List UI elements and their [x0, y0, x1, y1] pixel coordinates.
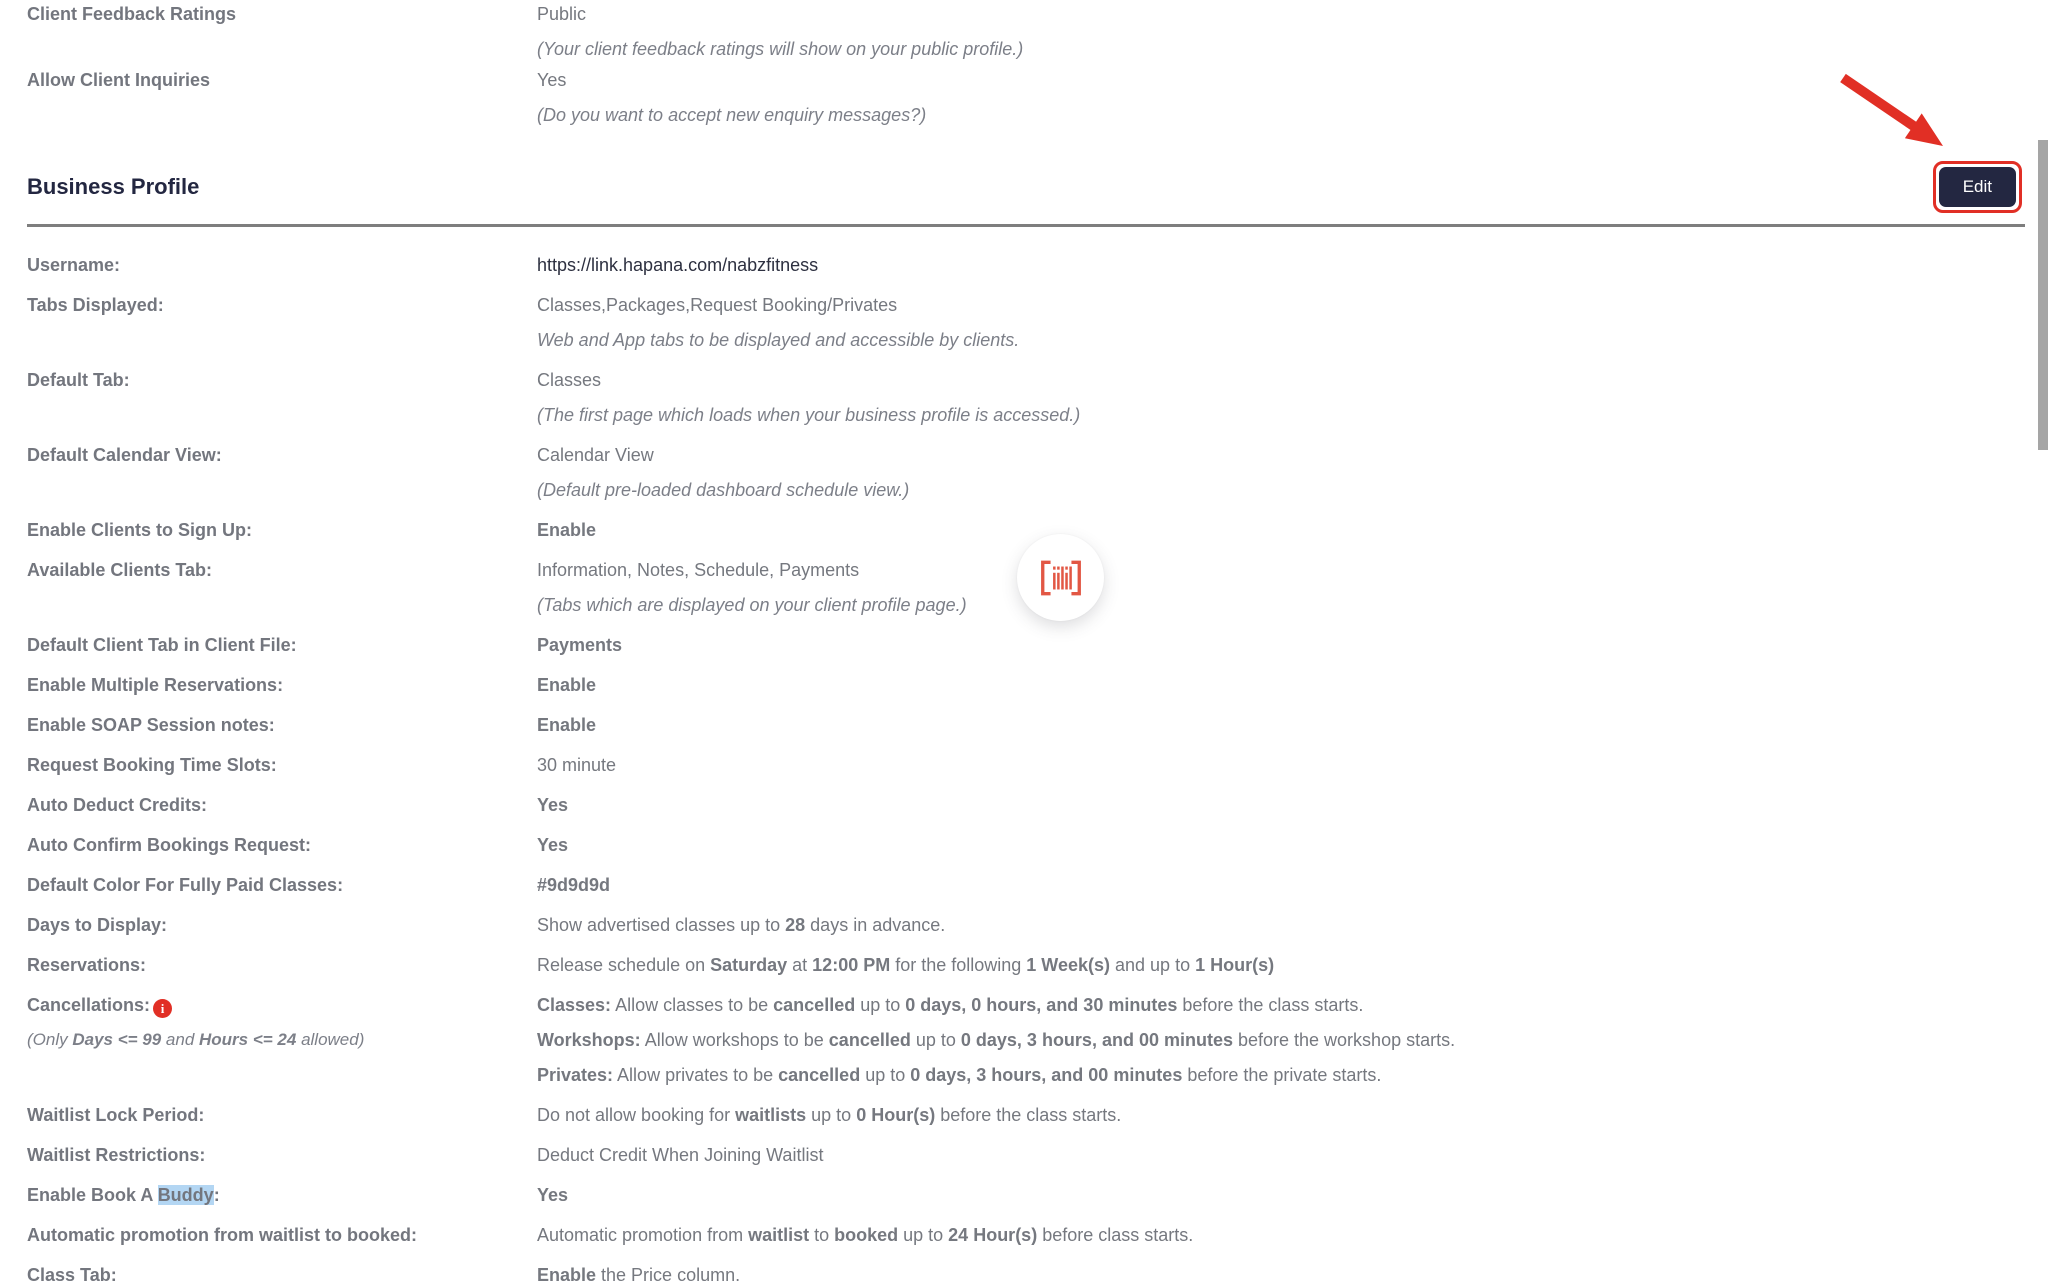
- row-label: [27, 793, 517, 818]
- row-label: [27, 558, 517, 583]
- row-value-col: [537, 368, 2048, 428]
- row-label: [27, 2, 517, 27]
- row-label-col: [27, 673, 537, 698]
- row-label: [27, 443, 517, 468]
- text-segment: 0 Hour(s): [856, 1105, 936, 1125]
- settings-row: [27, 293, 2048, 353]
- row-value: [537, 1028, 2008, 1053]
- row-value-col: [537, 1103, 2048, 1128]
- row-label-col: [27, 1103, 537, 1128]
- text-segment: and: [161, 1030, 200, 1049]
- row-value-col: [537, 558, 2048, 618]
- text-segment: Auto Confirm Bookings Request:: [27, 835, 311, 855]
- text-segment: Deduct Credit When Joining Waitlist: [537, 1145, 824, 1165]
- text-segment: Classes,Packages,Request Booking/Privates: [537, 295, 898, 315]
- settings-row: [27, 753, 2048, 778]
- text-segment: Yes: [537, 1185, 569, 1205]
- row-label-col: [27, 1183, 537, 1208]
- text-segment: 28: [785, 915, 806, 935]
- row-note: [537, 593, 2008, 618]
- row-value: [537, 993, 2008, 1018]
- row-note: [537, 403, 2008, 428]
- row-value-col: [537, 673, 2048, 698]
- text-segment: Enable: [537, 1265, 597, 1285]
- row-label: [27, 753, 517, 778]
- row-label: [27, 913, 517, 938]
- scrollbar-thumb[interactable]: [2038, 140, 2048, 450]
- text-segment: Days to Display:: [27, 915, 168, 935]
- text-segment: Default Calendar View:: [27, 445, 222, 465]
- row-value-col: [537, 873, 2048, 898]
- text-segment: (Your client feedback ratings will show on your public profile.): [537, 39, 1024, 59]
- text-segment: at: [787, 955, 813, 975]
- row-value-col: [537, 793, 2048, 818]
- row-label: [27, 68, 517, 93]
- text-segment: Default Color For Fully Paid Classes:: [27, 875, 344, 895]
- row-value-col: [537, 713, 2048, 738]
- row-value: [537, 673, 2008, 698]
- text-segment: allowed): [296, 1030, 365, 1049]
- row-value: [537, 833, 2008, 858]
- text-segment: before the class starts.: [935, 1105, 1122, 1125]
- text-segment: up to: [910, 1030, 961, 1050]
- text-segment: up to: [855, 995, 906, 1015]
- text-segment: #9d9d9d: [537, 875, 611, 895]
- settings-row: [27, 1263, 2048, 1288]
- text-segment: Reservations:: [27, 955, 147, 975]
- text-segment: before the class starts.: [1177, 995, 1364, 1015]
- row-value-col: [537, 1143, 2048, 1168]
- row-value: [537, 1183, 2008, 1208]
- text-segment: up to: [806, 1105, 857, 1125]
- row-label-col: [27, 873, 537, 898]
- row-label: [27, 873, 517, 898]
- settings-row: [27, 1103, 2048, 1128]
- edit-button[interactable]: Edit: [1939, 167, 2016, 207]
- row-value-col: [537, 913, 2048, 938]
- row-note: [537, 328, 2008, 353]
- text-segment: Saturday: [710, 955, 788, 975]
- text-segment: (Default pre-loaded dashboard schedule view.): [537, 480, 910, 500]
- text-segment: Allow classes to be: [611, 995, 774, 1015]
- row-label: [27, 993, 517, 1018]
- selected-text: Buddy: [157, 1185, 214, 1205]
- section-divider: [27, 224, 2025, 227]
- text-segment: 0 days, 0 hours, and 30 minutes: [905, 995, 1178, 1015]
- row-label-col: [27, 1263, 537, 1288]
- row-label: [27, 1103, 517, 1128]
- text-segment: 12:00 PM: [812, 955, 891, 975]
- settings-row: [27, 633, 2048, 658]
- row-value-col: [537, 993, 2048, 1088]
- row-note: [537, 478, 2008, 503]
- text-segment: 1 Week(s): [1026, 955, 1111, 975]
- row-label: [27, 713, 517, 738]
- client-settings-rows: [27, 2, 2048, 128]
- settings-row: [27, 2, 2048, 62]
- text-segment: before the private starts.: [1182, 1065, 1382, 1085]
- section-title: Business Profile: [27, 174, 200, 199]
- text-segment: Yes: [537, 835, 569, 855]
- row-note: [537, 37, 2008, 62]
- info-icon[interactable]: i: [153, 999, 172, 1018]
- annotation-highlight-box: [1933, 161, 2022, 213]
- loading-indicator: [1017, 534, 1104, 621]
- text-segment: Enable Clients to Sign Up:: [27, 520, 253, 540]
- text-segment: (Tabs which are displayed on your client profile page.): [537, 595, 967, 615]
- text-segment: Allow workshops to be: [640, 1030, 829, 1050]
- row-label: [27, 633, 517, 658]
- row-value: [537, 68, 2008, 93]
- text-segment: Show advertised classes up to: [537, 915, 786, 935]
- text-segment: days in advance.: [805, 915, 946, 935]
- text-segment: Default Tab:: [27, 370, 130, 390]
- row-value: [537, 558, 2008, 583]
- row-value-col: [537, 753, 2048, 778]
- text-segment: Web and App tabs to be displayed and accessible by clients.: [537, 330, 1020, 350]
- row-label: [27, 953, 517, 978]
- text-segment: and up to: [1110, 955, 1196, 975]
- text-segment: the Price column.: [596, 1265, 741, 1285]
- text-segment: Yes: [537, 795, 569, 815]
- row-value-col: [537, 68, 2048, 128]
- row-label-col: [27, 293, 537, 353]
- row-value: [537, 873, 2008, 898]
- row-value: [537, 1143, 2008, 1168]
- text-segment: Information, Notes, Schedule, Payments: [537, 560, 860, 580]
- text-segment: Enable SOAP Session notes:: [27, 715, 275, 735]
- row-label: [27, 673, 517, 698]
- settings-row: [27, 913, 2048, 938]
- row-value-col: [537, 1263, 2048, 1288]
- text-segment: Request Booking Time Slots:: [27, 755, 277, 775]
- text-segment: Automatic promotion from waitlist to booked:: [27, 1225, 417, 1245]
- row-label-col: [27, 443, 537, 503]
- text-segment: Days <= 99: [72, 1030, 162, 1049]
- row-value-col: [537, 518, 2048, 543]
- text-segment: Enable: [537, 675, 597, 695]
- text-segment: waitlists: [735, 1105, 807, 1125]
- text-segment: https://link.hapana.com/nabzfitness: [537, 255, 819, 275]
- row-value: [537, 1063, 2008, 1088]
- row-label-col: [27, 253, 537, 278]
- row-value: [537, 518, 2008, 543]
- row-value: [537, 253, 2008, 278]
- row-label: [27, 518, 517, 543]
- text-segment: Default Client Tab in Client File:: [27, 635, 297, 655]
- text-segment: Release schedule on: [537, 955, 711, 975]
- business-profile-rows: [27, 253, 2048, 1288]
- row-label-col: [27, 753, 537, 778]
- text-segment: Yes: [537, 70, 567, 90]
- row-value: [537, 2, 2008, 27]
- row-label: [27, 253, 517, 278]
- text-segment: Waitlist Restrictions:: [27, 1145, 206, 1165]
- row-value: [537, 293, 2008, 318]
- text-segment: booked: [834, 1225, 899, 1245]
- text-segment: Cancellations:: [27, 995, 151, 1015]
- row-label-col: [27, 518, 537, 543]
- text-segment: 24 Hour(s): [948, 1225, 1038, 1245]
- text-segment: :: [213, 1185, 220, 1205]
- text-segment: 0 days, 3 hours, and 00 minutes: [960, 1030, 1233, 1050]
- row-label-col: [27, 913, 537, 938]
- row-value-col: [537, 293, 2048, 353]
- row-label: [27, 1263, 517, 1288]
- settings-row: [27, 793, 2048, 818]
- settings-row: [27, 368, 2048, 428]
- business-profile-header: [27, 158, 2048, 216]
- row-value-col: [537, 953, 2048, 978]
- row-value: [537, 793, 2008, 818]
- text-segment: Privates:: [537, 1065, 614, 1085]
- row-value-col: [537, 2, 2048, 62]
- row-label-col: [27, 793, 537, 818]
- text-segment: Allow privates to be: [613, 1065, 779, 1085]
- settings-row: [27, 873, 2048, 898]
- text-segment: Payments: [537, 635, 623, 655]
- settings-row: [27, 1223, 2048, 1248]
- row-note: [27, 1028, 517, 1052]
- row-value-col: [537, 833, 2048, 858]
- row-label-col: [27, 953, 537, 978]
- row-label: [27, 1183, 517, 1208]
- row-label-col: [27, 558, 537, 618]
- row-label-col: [27, 1223, 537, 1248]
- text-segment: (The first page which loads when your business profile is accessed.): [537, 405, 1081, 425]
- text-segment: (Only: [27, 1030, 73, 1049]
- text-segment: cancelled: [778, 1065, 861, 1085]
- row-label: [27, 833, 517, 858]
- text-segment: Auto Deduct Credits:: [27, 795, 207, 815]
- row-value: [537, 713, 2008, 738]
- row-value: [537, 1223, 2008, 1248]
- row-label-col: [27, 2, 537, 62]
- row-value: [537, 633, 2008, 658]
- text-segment: Class Tab:: [27, 1265, 117, 1285]
- row-value-col: [537, 1223, 2048, 1248]
- text-segment: Classes:: [537, 995, 612, 1015]
- row-label-col: [27, 1143, 537, 1168]
- text-segment: Waitlist Lock Period:: [27, 1105, 205, 1125]
- text-segment: before the workshop starts.: [1232, 1030, 1456, 1050]
- row-note: [537, 103, 2008, 128]
- row-label: [27, 1223, 517, 1248]
- text-segment: 1 Hour(s): [1195, 955, 1275, 975]
- text-segment: Do not allow booking for: [537, 1105, 736, 1125]
- text-segment: for the following: [890, 955, 1027, 975]
- text-segment: (Do you want to accept new enquiry messages?): [537, 105, 927, 125]
- text-segment: Automatic promotion from: [537, 1225, 749, 1245]
- text-segment: up to: [898, 1225, 949, 1245]
- settings-row: [27, 993, 2048, 1088]
- settings-row: [27, 673, 2048, 698]
- row-label-col: [27, 633, 537, 658]
- text-segment: Calendar View: [537, 445, 654, 465]
- row-value-col: [537, 443, 2048, 503]
- text-segment: Enable Multiple Reservations:: [27, 675, 284, 695]
- row-label: [27, 293, 517, 318]
- text-segment: Allow Client Inquiries: [27, 70, 211, 90]
- text-segment: Public: [537, 4, 587, 24]
- text-segment: Username:: [27, 255, 121, 275]
- settings-row: [27, 1143, 2048, 1168]
- text-segment: Client Feedback Ratings: [27, 4, 237, 24]
- settings-row: [27, 713, 2048, 738]
- row-value: [537, 443, 2008, 468]
- text-segment: 30 minute: [537, 755, 617, 775]
- row-label-col: [27, 713, 537, 738]
- text-segment: Workshops:: [537, 1030, 641, 1050]
- text-segment: cancelled: [828, 1030, 911, 1050]
- row-label: [27, 368, 517, 393]
- text-segment: up to: [860, 1065, 911, 1085]
- row-label-col: [27, 993, 537, 1088]
- settings-row: [27, 443, 2048, 503]
- text-segment: waitlist: [748, 1225, 810, 1245]
- row-value: [537, 753, 2008, 778]
- row-value: [537, 368, 2008, 393]
- row-value: [537, 1263, 2008, 1288]
- settings-row: [27, 253, 2048, 278]
- row-value-col: [537, 633, 2048, 658]
- text-segment: cancelled: [773, 995, 856, 1015]
- row-label-col: [27, 833, 537, 858]
- text-segment: Tabs Displayed:: [27, 295, 164, 315]
- row-label-col: [27, 368, 537, 428]
- text-segment: to: [809, 1225, 835, 1245]
- row-value: [537, 953, 2008, 978]
- text-segment: Enable: [537, 715, 597, 735]
- text-segment: 0 days, 3 hours, and 00 minutes: [910, 1065, 1183, 1085]
- text-segment: Available Clients Tab:: [27, 560, 213, 580]
- text-segment: Hours <= 24: [199, 1030, 297, 1049]
- row-value: [537, 913, 2008, 938]
- text-segment: Enable: [537, 520, 597, 540]
- settings-row: [27, 68, 2048, 128]
- row-value-col: [537, 1183, 2048, 1208]
- row-label: [27, 1143, 517, 1168]
- barcode-scan-icon: [1037, 558, 1085, 598]
- row-value-col: [537, 253, 2048, 278]
- settings-row: [27, 833, 2048, 858]
- text-segment: Enable Book A: [27, 1185, 158, 1205]
- settings-row: [27, 1183, 2048, 1208]
- settings-row: [27, 953, 2048, 978]
- row-label-col: [27, 68, 537, 128]
- text-segment: Classes: [537, 370, 602, 390]
- text-segment: before class starts.: [1037, 1225, 1194, 1245]
- row-value: [537, 1103, 2008, 1128]
